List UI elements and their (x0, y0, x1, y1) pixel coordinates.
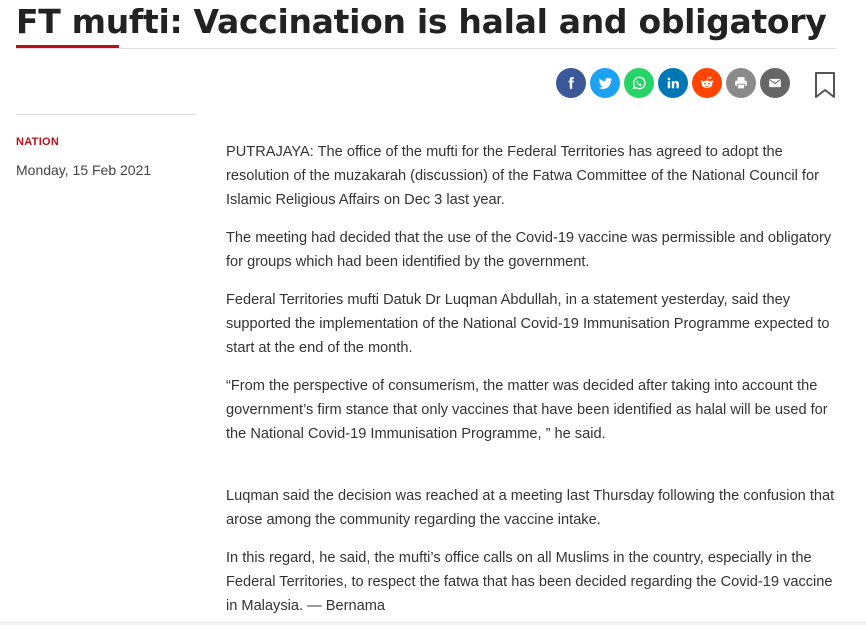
article-paragraph: In this regard, he said, the mufti’s office calls on all Muslims in the country, especially in the Federal Territories, to respect the fatwa that has been decided regarding the Covid-19 vaccine in Malaysia. — Bernama (226, 550, 833, 614)
share-bar (556, 68, 794, 98)
article-paragraph: Federal Territories mufti Datuk Dr Luqman Abdullah, in a statement yesterday, said they supported the implementation of the National Covid-19 Immunisation Programme expected to start at the end of the month. (226, 292, 830, 356)
page-title: FT mufti: Vaccination is halal and obligatory (16, 2, 827, 41)
print-button[interactable] (726, 68, 756, 98)
whatsapp-share-button[interactable] (624, 68, 654, 98)
article-paragraph: “From the perspective of consumerism, the matter was decided after taking into account the government’s firm stance that only vaccines that have been identified as halal will be used for the National Covid-19 Immunisation Programme, ” he said. (226, 378, 828, 442)
facebook-icon (564, 76, 578, 90)
category-link[interactable]: NATION (16, 136, 60, 148)
headline-accent-underline (16, 45, 119, 48)
linkedin-share-button[interactable] (658, 68, 688, 98)
article-paragraph: PUTRAJAYA: The office of the mufti for the Federal Territories has agreed to adopt the resolution of the muzakarah (discussion) of the Fatwa Committee of the National Council for Islamic Religious Affairs on Dec 3 last year. (226, 144, 819, 208)
page-bottom-edge (0, 621, 866, 625)
publish-date: Monday, 15 Feb 2021 (16, 162, 152, 178)
twitter-icon (598, 76, 613, 91)
email-share-button[interactable] (760, 68, 790, 98)
twitter-share-button[interactable] (590, 68, 620, 98)
linkedin-icon (666, 76, 680, 90)
email-icon (768, 76, 782, 90)
headline-container (16, 0, 836, 49)
bookmark-button[interactable] (812, 70, 838, 100)
facebook-share-button[interactable] (556, 68, 586, 98)
whatsapp-icon (631, 75, 647, 91)
article-paragraph: Luqman said the decision was reached at a meeting last Thursday following the confusion that arose among the community regarding the vaccine intake. (226, 488, 835, 528)
reddit-icon (699, 75, 715, 91)
article-body (226, 140, 838, 632)
print-icon (734, 76, 748, 90)
bookmark-icon (813, 71, 837, 99)
article-meta (16, 114, 196, 178)
article-paragraph: The meeting had decided that the use of the Covid-19 vaccine was permissible and obligatory for groups which had been identified by the government. (226, 230, 832, 270)
reddit-share-button[interactable] (692, 68, 722, 98)
